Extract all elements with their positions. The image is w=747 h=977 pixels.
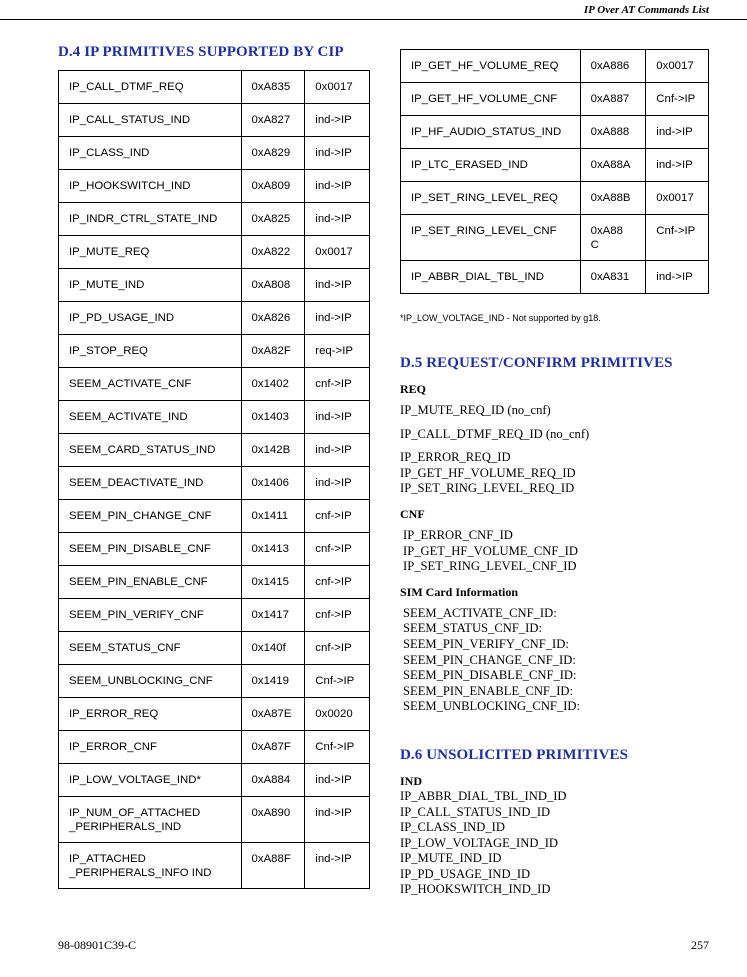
primitive-code-cell: 0xA829 — [241, 137, 305, 170]
table-row — [59, 665, 370, 698]
table-row — [59, 401, 370, 434]
primitive-name-cell: IP_LTC_ERASED_IND — [401, 149, 581, 182]
primitive-direction-cell: 0x0017 — [646, 50, 709, 83]
list-item: IP_MUTE_IND_ID — [400, 851, 502, 866]
primitive-code-cell: 0xA88B — [580, 182, 646, 215]
primitive-code-cell: 0xA886 — [580, 50, 646, 83]
primitive-name-cell: SEEM_UNBLOCKING_CNF — [59, 665, 242, 698]
primitives-table-left — [58, 70, 370, 889]
list-item: IP_CALL_STATUS_IND_ID — [400, 804, 551, 819]
primitive-code-cell: 0x1406 — [241, 467, 305, 500]
primitive-direction-cell: cnf->IP — [305, 632, 370, 665]
req-line-1: IP_MUTE_REQ_ID (no_cnf) — [400, 403, 551, 417]
primitive-direction-cell: Cnf->IP — [646, 215, 709, 261]
primitive-code-cell: 0xA890 — [241, 797, 305, 843]
primitive-direction-cell: ind->IP — [305, 797, 370, 843]
table-row — [59, 203, 370, 236]
primitive-name-cell: IP_INDR_CTRL_STATE_IND — [59, 203, 242, 236]
primitive-code-cell: 0xA808 — [241, 269, 305, 302]
table-row — [59, 368, 370, 401]
primitive-name-cell: IP_ABBR_DIAL_TBL_IND — [401, 261, 581, 294]
table-row — [59, 434, 370, 467]
primitive-direction-cell: ind->IP — [305, 467, 370, 500]
table-row — [401, 261, 709, 294]
table-row — [59, 170, 370, 203]
primitive-name-cell: SEEM_PIN_ENABLE_CNF — [59, 566, 242, 599]
primitive-name-cell: IP_ATTACHED _PERIPHERALS_INFO IND — [59, 843, 242, 889]
primitive-code-cell: 0xA888 — [580, 116, 646, 149]
primitive-direction-cell: ind->IP — [305, 269, 370, 302]
primitive-direction-cell: ind->IP — [305, 843, 370, 889]
primitive-code-cell: 0xA822 — [241, 236, 305, 269]
primitive-code-cell: 0xA835 — [241, 71, 305, 104]
primitive-name-cell: SEEM_ACTIVATE_IND — [59, 401, 242, 434]
primitive-code-cell: 0x142B — [241, 434, 305, 467]
sim-label: SIM Card Information — [400, 584, 519, 599]
sim-list — [400, 606, 710, 715]
table-row — [401, 182, 709, 215]
ind-label: IND — [400, 773, 423, 788]
table-row — [401, 83, 709, 116]
table-row — [59, 632, 370, 665]
primitive-code-cell: 0xA87F — [241, 731, 305, 764]
primitive-name-cell: IP_GET_HF_VOLUME_CNF — [401, 83, 581, 116]
primitive-direction-cell: 0x0017 — [305, 71, 370, 104]
list-item: IP_GET_HF_VOLUME_CNF_ID — [403, 543, 578, 558]
primitive-direction-cell: Cnf->IP — [646, 83, 709, 116]
primitive-code-cell: 0xA809 — [241, 170, 305, 203]
ind-list — [400, 789, 710, 898]
right-column — [400, 49, 710, 898]
primitive-code-cell: 0x1402 — [241, 368, 305, 401]
primitive-direction-cell: ind->IP — [305, 104, 370, 137]
table-row — [59, 797, 370, 843]
primitive-code-cell: 0xA87E — [241, 698, 305, 731]
table-row — [59, 599, 370, 632]
primitive-direction-cell: ind->IP — [305, 170, 370, 203]
primitive-direction-cell: ind->IP — [305, 401, 370, 434]
primitive-code-cell: 0x1419 — [241, 665, 305, 698]
primitive-direction-cell: Cnf->IP — [305, 731, 370, 764]
primitive-name-cell: SEEM_PIN_VERIFY_CNF — [59, 599, 242, 632]
primitive-direction-cell: ind->IP — [646, 261, 709, 294]
table-row — [59, 269, 370, 302]
primitive-direction-cell: cnf->IP — [305, 566, 370, 599]
primitive-direction-cell: cnf->IP — [305, 500, 370, 533]
table-row — [401, 215, 709, 261]
primitive-code-cell: 0xA826 — [241, 302, 305, 335]
list-item: SEEM_PIN_VERIFY_CNF_ID: — [403, 636, 569, 651]
left-column — [58, 44, 370, 889]
list-item: SEEM_STATUS_CNF_ID: — [403, 621, 542, 636]
primitive-direction-cell: 0x0020 — [305, 698, 370, 731]
primitive-code-cell: 0xA887 — [580, 83, 646, 116]
primitive-direction-cell: cnf->IP — [305, 599, 370, 632]
primitives-table-right — [400, 49, 709, 294]
table-row — [59, 236, 370, 269]
primitive-name-cell: SEEM_PIN_CHANGE_CNF — [59, 500, 242, 533]
primitive-code-cell: 0x1411 — [241, 500, 305, 533]
table-row — [59, 731, 370, 764]
list-item: IP_ERROR_REQ_ID — [400, 450, 511, 465]
primitive-name-cell: IP_CALL_STATUS_IND — [59, 104, 242, 137]
req-label: REQ — [400, 382, 427, 396]
primitive-name-cell: IP_SET_RING_LEVEL_REQ — [401, 182, 581, 215]
table-row — [401, 50, 709, 83]
cnf-label: CNF — [400, 506, 425, 521]
primitive-name-cell: IP_ERROR_CNF — [59, 731, 242, 764]
list-item: SEEM_PIN_CHANGE_CNF_ID: — [403, 652, 576, 667]
primitive-code-cell: 0x1415 — [241, 566, 305, 599]
list-item: IP_SET_RING_LEVEL_REQ_ID — [400, 481, 575, 496]
primitive-direction-cell: ind->IP — [646, 149, 709, 182]
table-row — [59, 137, 370, 170]
primitive-name-cell: IP_CALL_DTMF_REQ — [59, 71, 242, 104]
running-header-title: IP Over AT Commands List — [583, 4, 709, 16]
table-row — [401, 116, 709, 149]
document-number: 98-08901C39-C — [58, 938, 136, 952]
primitive-name-cell: IP_NUM_OF_ATTACHED _PERIPHERALS_IND — [59, 797, 242, 843]
primitive-name-cell: IP_HOOKSWITCH_IND — [59, 170, 242, 203]
primitive-name-cell: IP_GET_HF_VOLUME_REQ — [401, 50, 581, 83]
primitive-direction-cell: 0x0017 — [646, 182, 709, 215]
table-row — [59, 335, 370, 368]
list-item: IP_HOOKSWITCH_IND_ID — [400, 882, 551, 897]
table-row — [59, 71, 370, 104]
header-rule — [0, 19, 747, 20]
req-line-2: IP_CALL_DTMF_REQ_ID (no_cnf) — [400, 426, 590, 441]
primitive-direction-cell: Cnf->IP — [305, 665, 370, 698]
primitive-name-cell: IP_ERROR_REQ — [59, 698, 242, 731]
primitive-code-cell: 0x140f — [241, 632, 305, 665]
primitive-code-cell: 0xA88F — [241, 843, 305, 889]
section-d4-heading: D.4 IP PRIMITIVES SUPPORTED BY CIP — [58, 44, 344, 60]
table-row — [59, 533, 370, 566]
primitive-direction-cell: ind->IP — [646, 116, 709, 149]
list-item: SEEM_PIN_DISABLE_CNF_ID: — [403, 668, 577, 683]
table-row — [59, 843, 370, 889]
primitive-code-cell: 0xA831 — [580, 261, 646, 294]
primitive-name-cell: IP_MUTE_IND — [59, 269, 242, 302]
list-item: SEEM_ACTIVATE_CNF_ID: — [403, 605, 557, 620]
req-list — [400, 450, 710, 497]
table-row — [59, 500, 370, 533]
table-row — [59, 698, 370, 731]
primitive-name-cell: IP_STOP_REQ — [59, 335, 242, 368]
list-item: IP_ERROR_CNF_ID — [403, 527, 513, 542]
primitive-direction-cell: req->IP — [305, 335, 370, 368]
list-item: IP_LOW_VOLTAGE_IND_ID — [400, 835, 559, 850]
primitive-direction-cell: cnf->IP — [305, 533, 370, 566]
list-item: SEEM_UNBLOCKING_CNF_ID: — [403, 699, 581, 714]
primitive-direction-cell: ind->IP — [305, 434, 370, 467]
table-row — [59, 764, 370, 797]
primitive-code-cell: 0xA884 — [241, 764, 305, 797]
list-item: SEEM_PIN_ENABLE_CNF_ID: — [403, 683, 574, 698]
list-item: IP_CLASS_IND_ID — [400, 820, 505, 835]
cnf-list — [400, 528, 710, 575]
section-d6-heading: D.6 UNSOLICITED PRIMITIVES — [400, 746, 629, 763]
primitive-name-cell: IP_SET_RING_LEVEL_CNF — [401, 215, 581, 261]
list-item: IP_PD_USAGE_IND_ID — [400, 866, 531, 881]
primitive-code-cell: 0xA827 — [241, 104, 305, 137]
primitive-code-cell: 0x1413 — [241, 533, 305, 566]
footnote: *IP_LOW_VOLTAGE_IND - Not supported by g18. — [400, 313, 601, 323]
primitive-code-cell: 0xA88A — [580, 149, 646, 182]
primitive-name-cell: SEEM_PIN_DISABLE_CNF — [59, 533, 242, 566]
primitive-direction-cell: ind->IP — [305, 764, 370, 797]
table-row — [59, 566, 370, 599]
primitive-code-cell: 0x1403 — [241, 401, 305, 434]
list-item: IP_GET_HF_VOLUME_REQ_ID — [400, 465, 576, 480]
primitive-direction-cell: ind->IP — [305, 203, 370, 236]
section-d5-heading: D.5 REQUEST/CONFIRM PRIMITIVES — [400, 355, 673, 371]
primitive-name-cell: IP_PD_USAGE_IND — [59, 302, 242, 335]
primitive-name-cell: IP_HF_AUDIO_STATUS_IND — [401, 116, 581, 149]
list-item: IP_SET_RING_LEVEL_CNF_ID — [403, 559, 577, 574]
primitive-direction-cell: cnf->IP — [305, 368, 370, 401]
primitive-name-cell: IP_MUTE_REQ — [59, 236, 242, 269]
primitive-name-cell: IP_CLASS_IND — [59, 137, 242, 170]
primitive-code-cell: 0x1417 — [241, 599, 305, 632]
primitive-name-cell: SEEM_DEACTIVATE_IND — [59, 467, 242, 500]
primitive-code-cell: 0xA825 — [241, 203, 305, 236]
primitive-name-cell: IP_LOW_VOLTAGE_IND* — [59, 764, 242, 797]
table-row — [59, 467, 370, 500]
primitive-code-cell: 0xA82F — [241, 335, 305, 368]
primitive-name-cell: SEEM_CARD_STATUS_IND — [59, 434, 242, 467]
table-row — [59, 302, 370, 335]
primitive-code-cell: 0xA88 C — [580, 215, 646, 261]
page-number: 257 — [691, 938, 709, 952]
table-row — [59, 104, 370, 137]
primitive-direction-cell: ind->IP — [305, 137, 370, 170]
primitive-direction-cell: ind->IP — [305, 302, 370, 335]
table-row — [401, 149, 709, 182]
primitive-direction-cell: 0x0017 — [305, 236, 370, 269]
primitive-name-cell: SEEM_ACTIVATE_CNF — [59, 368, 242, 401]
primitive-name-cell: SEEM_STATUS_CNF — [59, 632, 242, 665]
list-item: IP_ABBR_DIAL_TBL_IND_ID — [400, 788, 567, 803]
